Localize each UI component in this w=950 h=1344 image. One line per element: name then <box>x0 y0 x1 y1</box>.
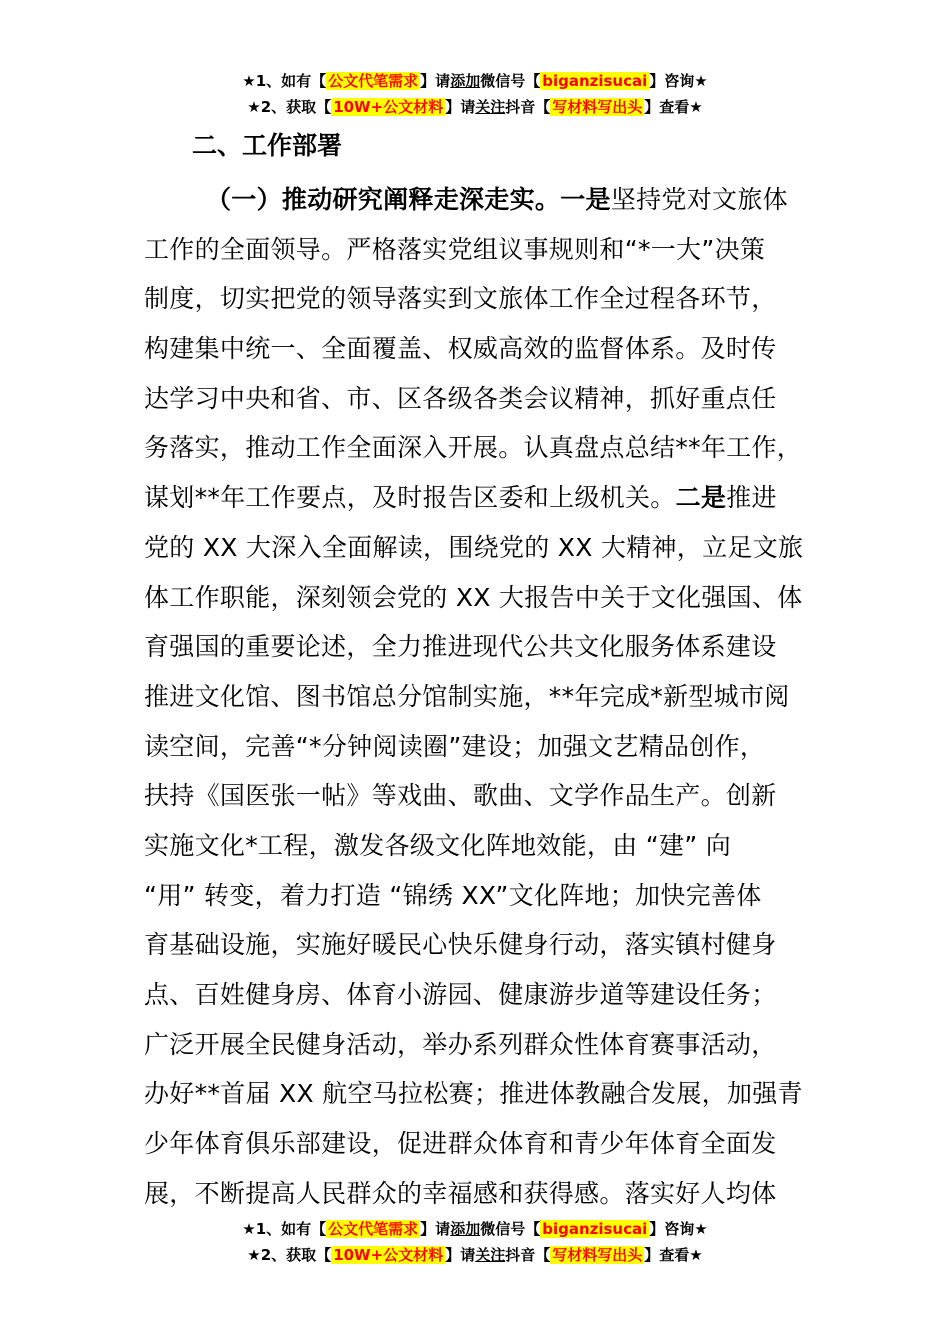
promo-line-2 <box>0 1242 950 1268</box>
bold-lead: 二是 <box>675 483 727 513</box>
line-text: 坚持党对文旅体 <box>610 185 788 214</box>
line-text: 党的 XX 大深入全面解读，围绕党的 XX 大精神，立足文旅 <box>144 532 804 562</box>
promo-text: 抖音【 <box>505 98 551 116</box>
promo-underlined-text: 添加 <box>450 72 481 90</box>
bottom-promo-banner <box>0 1216 950 1268</box>
promo-text: ★1、如有【 <box>242 72 327 90</box>
paragraph-line <box>144 523 824 573</box>
line-text: 读空间，完善“*分钟阅读圈”建设；加强文艺精品创作， <box>144 731 766 761</box>
paragraph-line <box>144 771 824 821</box>
promo-line-1 <box>0 1216 950 1242</box>
promo-text: 】查看★ <box>644 98 703 116</box>
line-text: 实施文化*工程，激发各级文化阵地效能，由 “建” 向 <box>144 830 732 860</box>
paragraph-line <box>144 1020 824 1070</box>
paragraph-line <box>144 871 824 921</box>
paragraph-line <box>144 374 824 424</box>
line-text: 点、百姓健身房、体育小游园、健康游步道等建设任务； <box>144 980 777 1009</box>
line-text: 谋划**年工作要点，及时报告区委和上级机关。 <box>144 483 676 513</box>
paragraph-line <box>144 1119 824 1169</box>
paragraph-line <box>144 473 824 523</box>
promo-underlined-text: 关注 <box>475 98 506 116</box>
promo-text: 】查看★ <box>644 1246 703 1264</box>
section-heading: 二、工作部署 <box>192 131 343 160</box>
line-text: 工作的全面领导。严格落实党组议事规则和“*一大”决策 <box>144 234 766 264</box>
bold-lead: （一）推动研究阐释走深走实。一是 <box>206 185 611 214</box>
line-text: 体工作职能，深刻领会党的 XX 大报告中关于文化强国、体 <box>144 582 803 612</box>
promo-highlight: 写材料写出头 <box>552 1246 643 1264</box>
promo-text: 】咨询★ <box>649 1220 708 1238</box>
line-text: 务落实，推动工作全面深入开展。认真盘点总结**年工作， <box>144 433 803 463</box>
promo-text: 】请 <box>420 72 451 90</box>
promo-highlight: biganzisucai <box>542 72 648 90</box>
line-text: 办好**首届 XX 航空马拉松赛；推进体教融合发展，加强青 <box>144 1079 803 1109</box>
line-text: 育强国的重要论述，全力推进现代公共文化服务体系建设 <box>144 632 777 662</box>
paragraph-line <box>144 970 824 1020</box>
promo-text: 】请 <box>445 98 476 116</box>
promo-text: ★2、获取【 <box>247 1246 332 1264</box>
body-paragraph <box>144 175 824 1218</box>
paragraph-line <box>144 324 824 374</box>
line-text: 制度，切实把党的领导落实到文旅体工作全过程各环节， <box>144 284 777 314</box>
line-text: 少年体育俱乐部建设，促进群众体育和青少年体育全面发 <box>144 1129 777 1159</box>
paragraph-line <box>144 423 824 473</box>
promo-text: 】请 <box>420 1220 451 1238</box>
promo-text: 抖音【 <box>505 1246 551 1264</box>
line-text: 推进文化馆、图书馆总分馆制实施，**年完成*新型城市阅 <box>144 681 790 711</box>
paragraph-line <box>144 225 824 275</box>
promo-highlight: 公文代笔需求 <box>328 72 419 90</box>
paragraph-line <box>144 1069 824 1119</box>
promo-text: ★1、如有【 <box>242 1220 327 1238</box>
top-promo-banner <box>0 68 950 120</box>
line-text: 育基础设施，实施好暖民心快乐健身行动，落实镇村健身 <box>144 930 777 960</box>
paragraph-line <box>144 622 824 672</box>
paragraph-line <box>144 821 824 871</box>
promo-underlined-text: 关注 <box>475 1246 506 1264</box>
line-text: “用” 转变，着力打造 “锦绣 XX”文化阵地；加快完善体 <box>144 880 762 910</box>
promo-highlight: biganzisucai <box>542 1220 648 1238</box>
line-text: 达学习中央和省、市、区各级各类会议精神，抓好重点任 <box>144 383 777 413</box>
promo-text: 微信号【 <box>480 72 541 90</box>
promo-highlight: 公文代笔需求 <box>328 1220 419 1238</box>
paragraph-line <box>144 1169 824 1219</box>
promo-highlight: 10W+公文材料 <box>333 1246 444 1264</box>
line-text: 构建集中统一、全面覆盖、权威高效的监督体系。及时传 <box>144 334 777 364</box>
promo-text: ★2、获取【 <box>247 98 332 116</box>
line-text: 展，不断提高人民群众的幸福感和获得感。落实好人均体 <box>144 1178 777 1208</box>
paragraph-line <box>144 672 824 722</box>
paragraph-line <box>144 920 824 970</box>
line-text: 扶持《国医张一帖》等戏曲、歌曲、文学作品生产。创新 <box>144 781 777 811</box>
promo-text: 】咨询★ <box>649 72 708 90</box>
paragraph-line <box>144 573 824 623</box>
promo-text: 】请 <box>445 1246 476 1264</box>
promo-highlight: 写材料写出头 <box>552 98 643 116</box>
paragraph-line <box>144 175 824 225</box>
line-text: 广泛开展全民健身活动，举办系列群众性体育赛事活动， <box>144 1029 777 1059</box>
promo-underlined-text: 添加 <box>450 1220 481 1238</box>
promo-text: 微信号【 <box>480 1220 541 1238</box>
line-text: 推进 <box>726 483 777 513</box>
promo-line-1 <box>0 68 950 94</box>
promo-line-2 <box>0 94 950 120</box>
paragraph-line <box>144 274 824 324</box>
promo-highlight: 10W+公文材料 <box>333 98 444 116</box>
paragraph-line <box>144 722 824 772</box>
